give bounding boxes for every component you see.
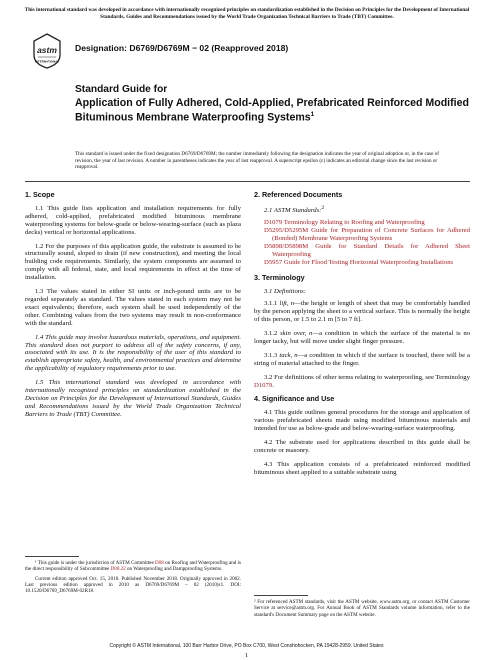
reference-d5295: D5295/D5295M Guide for Preparation of Concrete Surfaces for Adhered (Bonded) Membrane Waterproofing Systems xyxy=(264,226,470,242)
logo-text: INTERNATIONAL xyxy=(34,59,60,64)
astm-logo-icon xyxy=(32,33,62,69)
title-line-1: Standard Guide for xyxy=(75,84,168,95)
paragraph-4-3: 4.3 This application consists of a prefabricated reinforced modified bituminous sheet applied to a suitable substrate using xyxy=(254,460,470,476)
astm-standards-label: 2.1 ASTM Standards:$^2$ xyxy=(264,204,325,215)
definition-tack: 3.1.3 tack, n—a condition in which if the surface is touched, there will be a string of material attached to the finger. xyxy=(254,351,471,367)
paragraph-1-3: 1.3 The values stated in either SI units or inch-pound units are to be regarded separately as standard. The values stated in each system may not be exact equivalents; therefore, each system shall be used independently of the other. Combining values from the two systems may result in non-conformance with the standard. xyxy=(25,288,241,327)
footnote-1: ¹ This guide is under the jurisdiction of ASTM Committee D08 on Roofing and Waterproofing and is the direct responsibility of Subcommittee D08.22 on Waterproofing and Dampproofing Systems. Current edition approved Oct. 15, 2018. Published November 2018. Originally approved in 2002. Last previous edition approved in 2010 as D6769/D6769M – 02 (2010)ε1. DOI: 10.1520/D6769_D6769M-02R18. xyxy=(25,560,241,595)
standard-note: This standard is issued under the fixed designation D6769/D6769M; the number immediately following the designation indicates the year of original adoption or, in the case of revision, the year of last revision. A number in parentheses indicates the year of last reapproval. A superscript epsilon (ε) indicates an editorial change since the last revision or reapproval. xyxy=(75,151,439,171)
title-footnote-marker: 1 xyxy=(310,111,315,119)
reference-d5898: D5898/D5898M Guide for Standard Details for Adhered Sheet Waterproofing xyxy=(264,242,470,258)
left-footnote-divider xyxy=(25,556,79,557)
paragraph-1-4: 1.4 This guide may involve hazardous materials, operations, and equipment. This standard does not purport to address all of the safety concerns, if any, associated with its use. It is the responsibility of the user of this standard to establish appropriate safety, health, and environmental practices and determine the applicability of regulatory requirements prior to use. xyxy=(25,333,241,373)
scope-heading: 1. Scope xyxy=(25,190,55,199)
paragraph-1-5: 1.5 This international standard was developed in accordance with internationally recognized principles on standardization established in the Decision on Principles for the Development of International Standards, Guides and Recommendations issued by the World Trade Organization Technical Barriers to Trade (TBT) Committee. xyxy=(25,379,241,418)
definition-lift: 3.1.1 lift, n—the height or length of sheet that may be comfortably handled by the person applying the sheet to a vertical surface. This is normally the height of this person, or 1.5 to 2.1 m [5 to 7 ft]. xyxy=(254,300,470,324)
reference-d5957: D5957 Guide for Flood Testing Horizontal Waterproofing Installations xyxy=(264,258,454,266)
ref-link-d5295[interactable]: D5295/D5295M xyxy=(264,226,309,234)
terminology-heading: 3. Terminology xyxy=(254,273,305,283)
paragraph-4-1: 4.1 This guide outlines general procedures for the storage and application of various prefabricated sheets made using modified bituminous materials and intended for use as below-grade and below-wearing-surface waterproofing. xyxy=(254,409,470,433)
ref-link-d5957[interactable]: D5957 xyxy=(264,258,283,266)
page-number: 1 xyxy=(244,652,249,659)
definition-skin-over: 3.1.2 skin over, n—a condition in which the surface of the material is no longer tacky, but will move under slight finger pressure. xyxy=(254,330,471,345)
copyright-line: Copyright © ASTM International, 100 Barr Harbor Drive, PO Box C700, West Conshohocken, PA 19428-2959. United States xyxy=(109,643,384,649)
designation: Designation: D6769/D6769M − 02 (Reapproved 2018) xyxy=(75,43,289,53)
ref-link-d1079[interactable]: D1079 xyxy=(264,219,283,227)
title-line-2: Application of Fully Adhered, Cold-Applied, Prefabricated Reinforced Modified Bituminous Membrane Waterproofing Systems$^1$ xyxy=(75,97,469,124)
ref-link-d5898[interactable]: D5898/D5898M xyxy=(264,242,309,250)
header-divider xyxy=(25,181,470,182)
paragraph-1-2: 1.2 For the purposes of this application guide, the substrate is assumed to be structurally sound, sloped to drain (if new construction), and meeting the local building code requirements. Similarly, the system components are assumed to comply with all federal, state, and local requirements in effect at the time of installation. xyxy=(25,242,241,282)
subcommittee-link[interactable]: D08.22 xyxy=(110,566,126,573)
document-title xyxy=(75,84,470,124)
committee-link[interactable]: D08 xyxy=(155,560,164,566)
terminology-link[interactable]: D1079 xyxy=(254,381,273,389)
significance-heading: 4. Significance and Use xyxy=(254,394,335,404)
reference-d1079: D1079 Terminology Relating to Roofing and Waterproofing xyxy=(264,219,425,227)
paragraph-1-1: 1.1 This guide lists application and installation requirements for fully adhered, cold-applied, prefabricated modified bituminous membrane waterproofing systems for below-grade or below-wearing-surface (such as plaza decks) vertical or horizontal applications. xyxy=(25,204,241,236)
footnote-2: ² For referenced ASTM standards, visit the ASTM website, www.astm.org, or contact ASTM Customer Service at service@astm.org. For Annual Book of ASTM Standards volume information, refer to the standard's Document Summary page on the ASTM website. xyxy=(254,599,470,618)
right-column xyxy=(254,191,470,483)
svg-text:astm: astm xyxy=(37,45,57,55)
paragraph-3-2: 3.2 For definitions of other terms relating to waterproofing, see Terminology D1079. xyxy=(254,373,470,389)
edition-note: Current edition approved Oct. 15, 2018. Published November 2018. Originally approved in 2002. Last previous edition approved in 2010 as D6769/D6769M – 02 (2010)ε1. DOI: 10.1520/D6769_D6769M-02R18. xyxy=(25,575,241,595)
paragraph-4-2: 4.2 The substrate used for applications described in this guide shall be concrete or masonry. xyxy=(254,439,470,454)
referenced-documents-heading: 2. Referenced Documents xyxy=(254,190,343,199)
right-footnote-divider xyxy=(254,595,308,596)
left-column xyxy=(25,191,241,425)
tbt-notice: This international standard was developed in accordance with internationally recognized principles on standardization established in the Decision on Principles for the Development of International Standards, Guides and Recommendations issued by the World Trade Organization Technical Barriers to Trade (TBT) Committee. xyxy=(24,7,470,20)
definitions-label: 3.1 Definitions: xyxy=(264,288,306,296)
